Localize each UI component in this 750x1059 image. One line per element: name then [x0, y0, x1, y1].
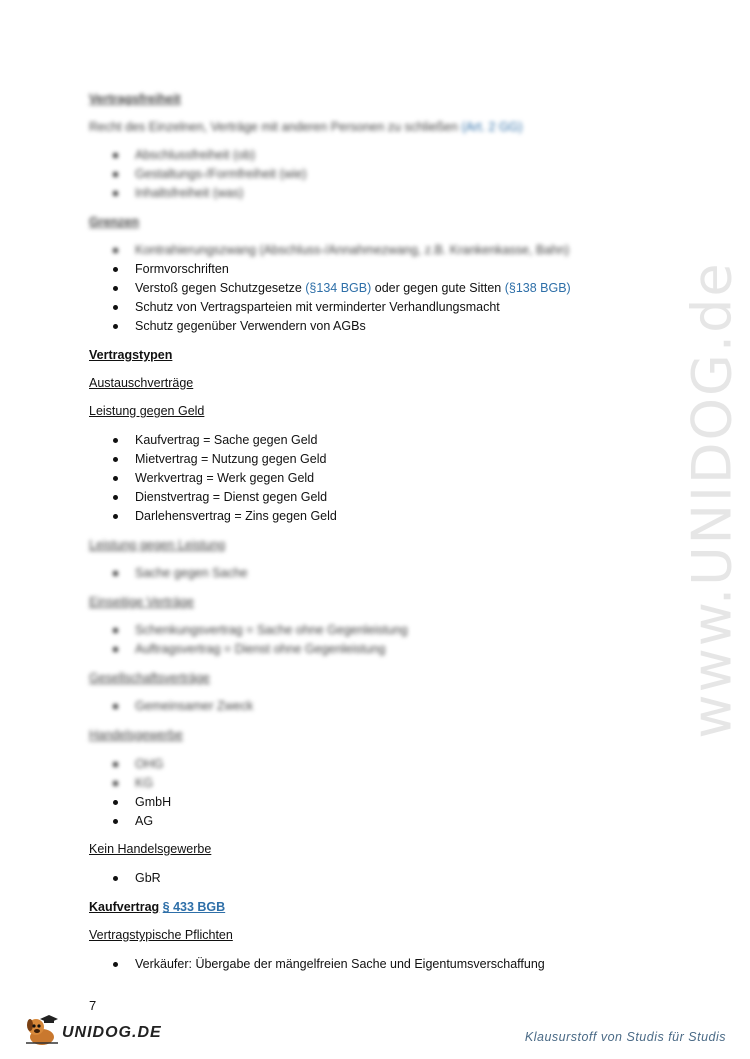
dog-logo-icon	[22, 1015, 62, 1047]
bullet-icon	[113, 147, 121, 163]
bullet-icon	[113, 870, 121, 886]
subheading-einseitige-vertraege: Einseitige Verträge	[89, 595, 194, 609]
list-item: Inhaltsfreiheit (was)	[135, 186, 244, 200]
list-item: Schenkungsvertrag = Sache ohne Gegenleistung	[135, 623, 408, 637]
list-item: Schutz gegenüber Verwendern von AGBs	[135, 319, 366, 333]
bullet-icon	[113, 242, 121, 258]
subheading-leistung-gegen-geld: Leistung gegen Geld	[89, 404, 205, 418]
list-item: Verkäufer: Übergabe der mängelfreien Sache und Eigentumsverschaffung	[135, 957, 545, 971]
subheading-pflichten: Vertragstypische Pflichten	[89, 928, 233, 942]
bullet-icon	[113, 280, 121, 296]
subheading-kein-handelsgewerbe: Kein Handelsgewerbe	[89, 842, 212, 856]
list-item: Auftragsvertrag = Dienst ohne Gegenleistung	[135, 642, 386, 656]
watermark: www.UNIDOG.de	[680, 261, 744, 739]
bullet-icon	[113, 756, 121, 772]
list-item: GmbH	[135, 795, 172, 809]
bullet-icon	[113, 813, 121, 829]
subheading-gesellschaftsvertraege: Gesellschaftsverträge	[89, 671, 210, 685]
list-item: Gestaltungs-/Formfreiheit (wie)	[135, 167, 307, 181]
list-item: KG	[135, 776, 154, 790]
list-item: Sache gegen Sache	[135, 566, 248, 580]
list-item: AG	[135, 814, 154, 828]
list-item: Kaufvertrag = Sache gegen Geld	[135, 433, 318, 447]
bullet-icon	[113, 470, 121, 486]
bullet-icon	[113, 166, 121, 182]
bullet-icon	[113, 508, 121, 524]
heading-vertragstypen: Vertragstypen	[89, 348, 173, 362]
list-item: Gemeinsamer Zweck	[135, 699, 254, 713]
subheading-leistung-gegen-leistung: Leistung gegen Leistung	[89, 538, 226, 552]
list-item: Werkvertrag = Werk gegen Geld	[135, 471, 315, 485]
bullet-icon	[113, 794, 121, 810]
logo-text: UNIDOG.DE	[62, 1024, 162, 1041]
footer-tagline: Klausurstoff von Studis für Studis	[524, 1030, 726, 1044]
list-item: Darlehensvertrag = Zins gegen Geld	[135, 509, 337, 523]
list-item: Formvorschriften	[135, 262, 229, 276]
text-segment: oder gegen gute Sitten	[371, 281, 505, 295]
heading-kaufvertrag	[89, 899, 225, 915]
list-item: Dienstvertrag = Dienst gegen Geld	[135, 490, 328, 504]
bullet-icon	[113, 432, 121, 448]
list-item: Kontrahierungszwang (Abschluss-/Annahmezwang, z.B. Krankenkasse, Bahn)	[135, 243, 570, 257]
bullet-icon	[113, 261, 121, 277]
bullet-icon	[113, 641, 121, 657]
bullet-icon	[113, 698, 121, 714]
text-segment: Verstoß gegen Schutzgesetze	[135, 281, 306, 295]
bullet-icon	[113, 489, 121, 505]
list-item-schutzgesetze	[135, 280, 571, 296]
kaufvertrag-label: Kaufvertrag	[89, 900, 160, 914]
subheading-handelsgewerbe: Handelsgewerbe	[89, 728, 183, 742]
list-item: Abschlussfreiheit (ob)	[135, 148, 256, 162]
bullet-icon	[113, 565, 121, 581]
bullet-icon	[113, 299, 121, 315]
vf-desc-text: Recht des Einzelnen, Verträge mit anderen Personen zu schließen	[89, 120, 458, 134]
heading-vertragsfreiheit: Vertragsfreiheit	[89, 92, 181, 106]
unidog-logo	[22, 1015, 162, 1047]
bullet-icon	[113, 956, 121, 972]
heading-grenzen: Grenzen	[89, 215, 140, 229]
list-item: Mietvertrag = Nutzung gegen Geld	[135, 452, 327, 466]
law-reference: (§138 BGB)	[504, 281, 571, 295]
law-reference: (§134 BGB)	[305, 281, 372, 295]
bullet-icon	[113, 451, 121, 467]
bullet-icon	[113, 318, 121, 334]
subheading-austauschvertraege: Austauschverträge	[89, 376, 194, 390]
list-item: Schutz von Vertragsparteien mit verminderter Verhandlungsmacht	[135, 300, 500, 314]
list-item: GbR	[135, 871, 161, 885]
bullet-icon	[113, 622, 121, 638]
page-number: 7	[89, 998, 97, 1013]
vertragsfreiheit-description	[89, 119, 523, 135]
list-item: OHG	[135, 757, 164, 771]
bullet-icon	[113, 775, 121, 791]
vf-desc-ref: (Art. 2 GG)	[461, 120, 523, 134]
law-reference-link[interactable]: § 433 BGB	[162, 900, 226, 914]
bullet-icon	[113, 185, 121, 201]
